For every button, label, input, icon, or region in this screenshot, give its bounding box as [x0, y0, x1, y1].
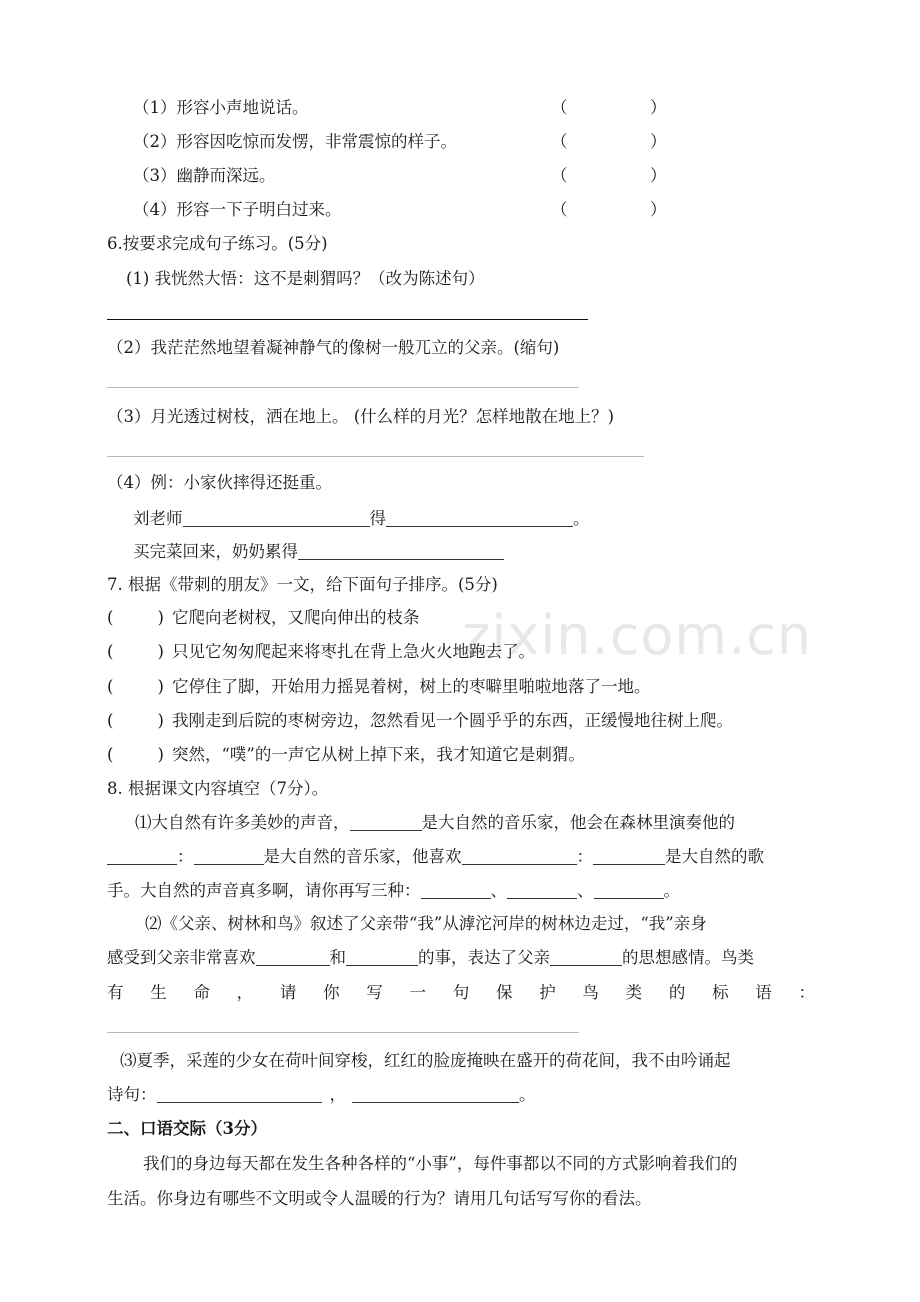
q8-blank-8[interactable]	[594, 882, 664, 899]
answer-line-slogan[interactable]	[107, 1032, 579, 1033]
q6-title: 6.按要求完成句子练习。(5分)	[107, 234, 328, 253]
q5-item-2: （2）形容因吃惊而发愣，非常震惊的样子。	[133, 132, 457, 151]
q6-blank-3[interactable]	[298, 543, 504, 560]
q7-title: 7. 根据《带刺的朋友》一文，给下面句子排序。(5分)	[107, 575, 498, 594]
q7-order-paren-3[interactable]: ( )	[107, 677, 164, 696]
q8-p1-sep-1: 、	[490, 881, 507, 900]
q8-blank-13[interactable]	[352, 1086, 519, 1103]
q8-p2-line3: 有 生 命 ， 请 你 写 一 句 保 护 鸟 类 的 标 语 ：	[107, 983, 815, 1002]
q5-item-1: （1）形容小声地说话。	[133, 98, 309, 117]
section2-paragraph-2: 生活。你身边有哪些不文明或令人温暖的行为？请用几句话写写你的看法。	[107, 1189, 652, 1208]
q8-p2-text-c: 和	[329, 948, 346, 967]
q6-fill-1-a: 刘老师	[133, 509, 183, 528]
q5-item-3: （3）幽静而深远。	[133, 166, 276, 185]
q8-blank-5[interactable]	[593, 848, 665, 865]
q8-p2-line1: ⑵《父亲、树林和鸟》叙述了父亲带“我”从滹沱河岸的树林边走过，“我”亲身	[145, 914, 707, 933]
q6-sentence-3: （3）月光透过树枝，洒在地上。 (什么样的月光？怎样地散在地上？)	[107, 407, 615, 426]
q8-p2-text-e: 的思想感情。鸟类	[622, 948, 754, 967]
q8-p1-text-d: 是大自然的音乐家，他喜欢	[263, 847, 462, 866]
q8-blank-7[interactable]	[507, 882, 577, 899]
q8-p1-line3	[107, 880, 680, 902]
q8-blank-1[interactable]	[350, 814, 422, 831]
q7-item-1: 它爬向老树杈，又爬向伸出的枝条	[172, 608, 420, 627]
q8-p1-colon-2: ：	[576, 847, 593, 866]
q8-blank-11[interactable]	[550, 949, 622, 966]
q8-blank-2[interactable]	[107, 848, 177, 865]
q8-p3-comma: ，	[329, 1085, 346, 1104]
q6-sentence-4: （4）例：小家伙摔得还挺重。	[107, 473, 332, 492]
q5-answer-3[interactable]: （ ）	[551, 166, 667, 185]
q8-p1-text-b: 是大自然的音乐家，他会在森林里演奏他的	[421, 813, 735, 832]
q8-p3-line1: ⑶夏季，采莲的少女在荷叶间穿梭，红红的脸庞掩映在盛开的荷花间，我不由吟诵起	[120, 1051, 731, 1070]
q7-item-3: 它停住了脚，开始用力摇晃着树，树上的枣噼里啪啦地落了一地。	[172, 677, 651, 696]
q6-sentence-1: (1) 我恍然大悟：这不是刺猬吗？（改为陈述句）	[126, 269, 485, 288]
q8-p1-line2	[107, 846, 764, 868]
q5-item-4: （4）形容一下子明白过来。	[133, 200, 342, 219]
q7-order-paren-5[interactable]: ( )	[107, 745, 164, 764]
q8-p1-colon-1: ：	[177, 847, 194, 866]
q8-p1-line1	[135, 812, 735, 834]
q8-p3-line2	[107, 1084, 536, 1106]
answer-line-3[interactable]	[107, 456, 644, 457]
q8-p1-end: 。	[663, 881, 680, 900]
q8-blank-10[interactable]	[346, 949, 418, 966]
q8-p2-line2	[107, 947, 754, 969]
q7-order-paren-2[interactable]: ( )	[107, 642, 164, 661]
q6-blank-2[interactable]	[386, 510, 573, 527]
q7-order-paren-1[interactable]: ( )	[107, 608, 164, 627]
q8-p2-text-b: 感受到父亲非常喜欢	[107, 948, 256, 967]
q7-item-2: 只见它匆匆爬起来将枣扎在背上急火火地跑去了。	[172, 642, 535, 661]
q8-title: 8. 根据课文内容填空（7分）。	[107, 779, 329, 798]
watermark: zixin.com.cn	[462, 604, 813, 667]
q8-blank-12[interactable]	[157, 1086, 322, 1103]
section2-paragraph-1: 我们的身边每天都在发生各种各样的“小事”，每件事都以不同的方式影响着我们的	[143, 1154, 738, 1173]
q8-blank-4[interactable]	[462, 848, 577, 865]
answer-line-1[interactable]	[107, 319, 588, 320]
section2-title: 二、口语交际（3分）	[107, 1119, 267, 1138]
q8-p1-text-f: 是大自然的歌	[665, 847, 764, 866]
q6-fill-line-1	[133, 508, 590, 530]
q8-blank-6[interactable]	[421, 882, 491, 899]
q6-sentence-2: （2）我茫茫然地望着凝神静气的像树一般兀立的父亲。(缩句)	[107, 338, 560, 357]
q5-answer-4[interactable]: （ ）	[551, 200, 667, 219]
q8-blank-9[interactable]	[256, 949, 330, 966]
answer-line-2[interactable]	[107, 387, 579, 388]
q6-fill-1-c: 。	[573, 509, 590, 528]
q8-p1-sep-2: 、	[577, 881, 594, 900]
q6-fill-1-b: 得	[369, 509, 386, 528]
q6-blank-1[interactable]	[183, 510, 370, 527]
q8-p3-end: 。	[519, 1085, 536, 1104]
q8-p1-text-g: 手。大自然的声音真多啊，请你再写三种：	[107, 881, 421, 900]
q8-p2-text-d: 的事，表达了父亲	[418, 948, 550, 967]
q8-p1-text-a: ⑴大自然有许多美妙的声音，	[135, 813, 350, 832]
q8-blank-3[interactable]	[194, 848, 264, 865]
q7-order-paren-4[interactable]: ( )	[107, 711, 164, 730]
q5-answer-1[interactable]: （ ）	[551, 98, 667, 117]
q6-fill-line-2	[133, 541, 504, 563]
q5-answer-2[interactable]: （ ）	[551, 132, 667, 151]
q6-fill-2-a: 买完菜回来，奶奶累得	[133, 542, 298, 561]
q8-p3-text-b: 诗句：	[107, 1085, 157, 1104]
q7-item-5: 突然，“噗”的一声它从树上掉下来，我才知道它是刺猬。	[172, 745, 585, 764]
q7-item-4: 我刚走到后院的枣树旁边，忽然看见一个圆乎乎的东西，正缓慢地往树上爬。	[172, 711, 733, 730]
